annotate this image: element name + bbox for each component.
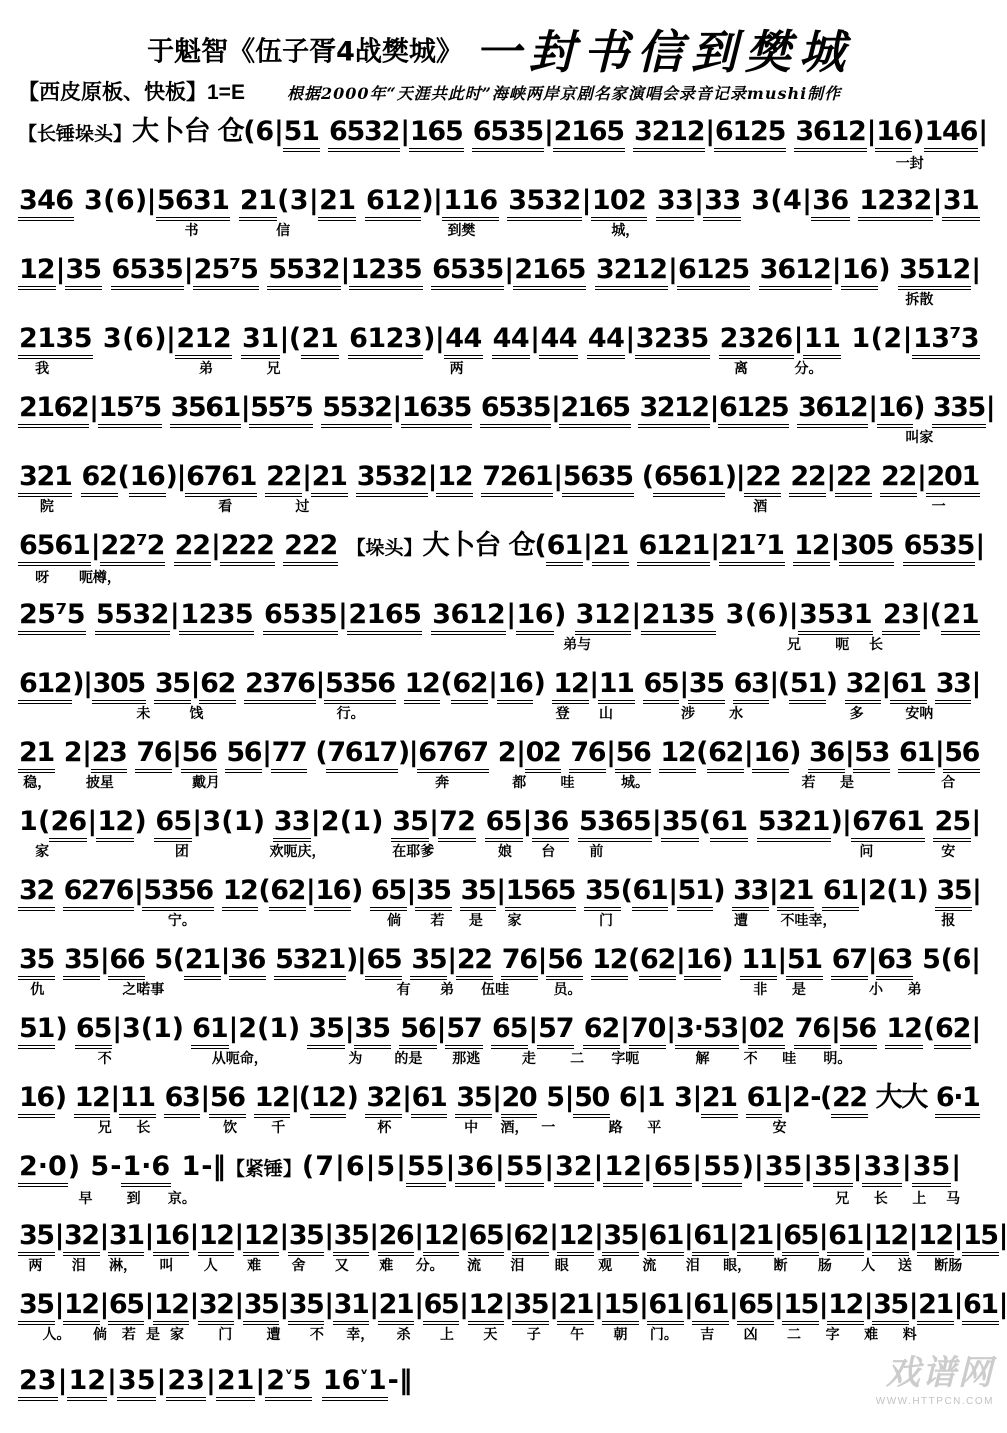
- lyric-syllable: 哇: [560, 774, 575, 790]
- lyric-syllable: 肠: [817, 1257, 832, 1273]
- page-title: 一封书信到樊城: [474, 25, 853, 79]
- lyric-syllable: 路: [608, 1119, 623, 1135]
- lyric-syllable: 山: [599, 705, 614, 721]
- lyric-syllable: 是: [145, 1326, 160, 1342]
- lyric-syllable: 是: [840, 774, 855, 790]
- lyric-syllable: 眼，: [723, 1257, 752, 1273]
- performer-byline: 于魁智《伍子胥4战樊城》: [147, 36, 463, 68]
- lyric-syllable: 欢呃庆，: [269, 843, 326, 859]
- lyric-syllable: 若: [121, 1326, 136, 1342]
- music-line: [18, 179, 982, 248]
- lyric-syllable: 家: [507, 912, 522, 928]
- notation-row: 35 35|66 5(21|36 5321)|65 35|22 76|56 12(62|16) 11|51 67|63 5(6|: [18, 938, 982, 982]
- lyric-syllable: 不哇幸，: [780, 912, 837, 928]
- lyric-syllable: 倘: [92, 1326, 107, 1342]
- lyric-syllable: 人: [861, 1257, 876, 1273]
- lyric-syllable: 之喏事: [122, 981, 165, 997]
- music-line: [18, 110, 987, 179]
- music-line: [18, 662, 982, 731]
- lyric-syllable: 难: [864, 1326, 879, 1342]
- lyric-syllable: 伍哇: [481, 981, 510, 997]
- lyrics-row: [18, 982, 982, 1004]
- lyric-syllable: 安: [772, 1119, 787, 1135]
- notation-row: 1(26|12) 65|3(1) 33|2(1) 35|72 65|36 5365|35(61 5321)|6761 25|: [18, 800, 982, 844]
- percussion-tag: 【垛头】: [346, 537, 423, 559]
- lyric-syllable: 员。: [553, 981, 582, 997]
- lyric-syllable: 饮: [223, 1119, 238, 1135]
- music-line: [18, 731, 982, 800]
- notation-row: 51) 65|3(1) 61|2(1) 35|35 56|57 65|57 62|70|3·53|02 76|56 12(62|: [18, 1007, 982, 1051]
- music-line: [18, 1214, 1007, 1283]
- lyric-syllable: 人。: [42, 1326, 71, 1342]
- notation-row: 12|35 6535|25⁷5 5532|1235 6535|2165 3212|6125 3612|16) 3512|: [18, 248, 982, 292]
- notation-row: 35|32|31|16|12|12|35|35|26|12|65|62|12|35|61|61|21|65|61|12|12|15|: [18, 1214, 982, 1258]
- lyric-syllable: 不: [743, 1050, 758, 1066]
- lyric-syllable: 二: [787, 1326, 802, 1342]
- lyric-syllable: 到樊: [447, 222, 476, 238]
- lyrics-row: [18, 430, 982, 452]
- lyric-syllable: 舍: [291, 1257, 306, 1273]
- lyric-syllable: 叫家: [905, 429, 934, 445]
- watermark-logo: 戏谱网: [886, 1354, 994, 1392]
- lyric-syllable: 杀: [396, 1326, 411, 1342]
- lyric-syllable: 字呃: [611, 1050, 640, 1066]
- notation-row: 2162|15⁷5 3561|55⁷5 5532|1635 6535|2165 3212|6125 3612|16) 335|: [18, 386, 982, 430]
- lyric-syllable: 登: [555, 705, 570, 721]
- lyric-syllable: 看: [218, 498, 233, 514]
- lyric-syllable: 平: [647, 1119, 662, 1135]
- lyrics-row: [18, 637, 982, 659]
- lyric-syllable: 解: [695, 1050, 710, 1066]
- lyric-syllable: 泪: [71, 1257, 86, 1273]
- lyric-syllable: 饯: [189, 705, 204, 721]
- lyric-syllable: 宁。: [167, 912, 196, 928]
- lyric-syllable: 为: [348, 1050, 363, 1066]
- lyric-syllable: 家: [35, 843, 50, 859]
- lyric-syllable: 断: [773, 1257, 788, 1273]
- lyric-syllable: 合: [941, 774, 956, 790]
- lyric-syllable: 长: [868, 636, 883, 652]
- lyrics-row: [18, 913, 982, 935]
- music-line: [18, 593, 982, 662]
- lyric-syllable: 的是: [394, 1050, 423, 1066]
- lyrics-row: [18, 156, 982, 178]
- lyric-syllable: 拆散: [905, 291, 934, 307]
- lyric-syllable: 门。: [649, 1326, 678, 1342]
- lyrics-row: [18, 775, 982, 797]
- meta-bar: [18, 76, 982, 102]
- lyric-syllable: 信: [276, 222, 291, 238]
- lyric-syllable: 断肠: [934, 1257, 963, 1273]
- lyric-syllable: 眼: [554, 1257, 569, 1273]
- notation-row: 321 62(16)|6761 22|21 3532|12 7261|5635 (6561)|22 22|22 22|201: [18, 455, 982, 499]
- lyric-syllable: 呃樽，: [78, 569, 121, 585]
- lyric-syllable: 那逃: [452, 1050, 481, 1066]
- music-line: [18, 1145, 982, 1214]
- lyric-syllable: 仇: [30, 981, 45, 997]
- lyric-syllable: 一封: [895, 155, 924, 171]
- source-note: 根据2000年“天涯共此时”海峡两岸京剧名家演唱会录音记录mushi制作: [286, 84, 842, 103]
- notation-row: 6561|22⁷2 22|222 222 【垛头】大卜台 仓(61|21 6121|21⁷1 12|305 6535|: [18, 524, 982, 570]
- lyric-syllable: 上: [439, 1326, 454, 1342]
- lyric-syllable: 从呃命，: [211, 1050, 268, 1066]
- lyric-syllable: 若: [430, 912, 445, 928]
- lyrics-row: [18, 1191, 982, 1213]
- lyric-syllable: 泪: [510, 1257, 525, 1273]
- lyric-syllable: 呀: [35, 569, 50, 585]
- lyric-syllable: 城，: [611, 222, 640, 238]
- lyric-syllable: 门: [599, 912, 614, 928]
- percussion-tag: 【长锤垛头】: [18, 123, 133, 145]
- lyric-syllable: 呃: [835, 636, 850, 652]
- lyrics-row: [18, 1327, 982, 1349]
- lyric-syllable: 上: [912, 1190, 927, 1206]
- lyric-syllable: 到: [126, 1190, 141, 1206]
- lyrics-row: [18, 1403, 982, 1425]
- notation-row: 346 3(6)|5631 21(3|21 612)|116 3532|102 33|33 3(4|36 1232|31: [18, 179, 982, 223]
- lyric-syllable: 字: [825, 1326, 840, 1342]
- score-body: [18, 110, 1007, 1421]
- music-line: [18, 524, 985, 593]
- notation-row: $23|12|35|23|21|2^ᵛ5$ $16^ᵛ1-‖$: [18, 1352, 982, 1403]
- lyric-syllable: 千: [271, 1119, 286, 1135]
- lyric-syllable: 人: [203, 1257, 218, 1273]
- lyric-syllable: 酒，: [500, 1119, 529, 1135]
- lyric-syllable: 送: [897, 1257, 912, 1273]
- lyric-syllable: 离: [734, 360, 748, 376]
- lyric-syllable: 两: [449, 360, 464, 376]
- notation-row: 21 2|23 76|56 56|77 (7617)|6767 2|02 76|56 12(62|16) 36|53 61|56: [18, 731, 982, 775]
- lyric-syllable: 书: [184, 222, 199, 238]
- lyric-syllable: 行。: [336, 705, 365, 721]
- lyric-syllable: 安呐: [905, 705, 934, 721]
- music-line: [18, 938, 982, 1007]
- lyric-syllable: 弟: [907, 981, 922, 997]
- notation-row: 35|12|65|12|32|35|35|31|21|65|12|35|21|15|61|61|65|15|12|35|21|61|: [18, 1283, 982, 1327]
- lyric-syllable: 前: [589, 843, 604, 859]
- lyric-syllable: 非: [753, 981, 768, 997]
- music-line: [18, 1283, 1007, 1352]
- lyric-syllable: 明。: [823, 1050, 852, 1066]
- lyric-syllable: 报: [941, 912, 956, 928]
- notation-row: 2135 3(6)|212 31|(21 6123)|44 44|44 44|3235 2326|11 1(2|13⁷3: [18, 317, 982, 361]
- lyric-syllable: 安: [941, 843, 956, 859]
- lyric-syllable: 团: [174, 843, 189, 859]
- lyric-syllable: 都: [512, 774, 527, 790]
- lyrics-row: [18, 1051, 982, 1073]
- lyric-syllable: 台: [541, 843, 556, 859]
- lyric-syllable: 遭: [734, 912, 748, 928]
- lyric-syllable: 朝: [613, 1326, 628, 1342]
- lyrics-row: [18, 570, 982, 592]
- lyric-syllable: 泪: [685, 1257, 700, 1273]
- lyric-syllable: 淋，: [109, 1257, 138, 1273]
- lyric-syllable: 稳，: [23, 774, 52, 790]
- lyric-syllable: 是: [468, 912, 483, 928]
- lyric-syllable: 家: [170, 1326, 185, 1342]
- lyric-syllable: 在耶爹: [392, 843, 435, 859]
- lyric-syllable: 弟: [439, 981, 454, 997]
- lyric-syllable: 料: [902, 1326, 917, 1342]
- lyrics-row: [18, 361, 982, 383]
- lyric-syllable: 走: [521, 1050, 536, 1066]
- lyric-syllable: 披星: [85, 774, 114, 790]
- lyric-syllable: 兄: [266, 360, 281, 376]
- music-line: [18, 1352, 982, 1421]
- lyric-syllable: 小: [868, 981, 883, 997]
- lyric-syllable: 我: [35, 360, 50, 376]
- lyric-syllable: 凶: [743, 1326, 758, 1342]
- lyric-syllable: 过: [295, 498, 310, 514]
- lyric-syllable: 早: [78, 1190, 93, 1206]
- lyric-syllable: 一: [931, 498, 946, 514]
- lyric-syllable: 分。: [794, 360, 823, 376]
- music-line: [18, 1007, 982, 1076]
- lyric-syllable: 幸，: [346, 1326, 375, 1342]
- lyric-syllable: 院: [39, 498, 54, 514]
- lyric-syllable: 遭: [266, 1326, 281, 1342]
- lyric-syllable: 不: [97, 1050, 112, 1066]
- notation-row: 16) 12|11 63|56 12|(12) 32|61 35|20 5|50 6|1 3|21 61|2-(22 大大 6·1: [18, 1076, 982, 1120]
- music-line: [18, 1076, 982, 1145]
- lyric-syllable: 子: [526, 1326, 541, 1342]
- lyric-syllable: 长: [873, 1190, 888, 1206]
- lyric-syllable: 马: [946, 1190, 961, 1206]
- lyrics-row: [18, 1258, 982, 1280]
- lyrics-row: [18, 499, 982, 521]
- title-bar: [18, 16, 982, 79]
- lyric-syllable: 观: [598, 1257, 613, 1273]
- music-line: [18, 455, 982, 524]
- lyric-syllable: 门: [218, 1326, 233, 1342]
- percussion-tag: 【紧锤】: [225, 1158, 302, 1180]
- lyric-syllable: 长: [136, 1119, 151, 1135]
- lyric-syllable: 杯: [377, 1119, 392, 1135]
- lyric-syllable: 弟: [198, 360, 213, 376]
- lyric-syllable: 兄: [787, 636, 802, 652]
- lyric-syllable: 水: [729, 705, 744, 721]
- lyric-syllable: 若: [801, 774, 816, 790]
- lyric-syllable: 是: [791, 981, 806, 997]
- lyric-syllable: 分。: [415, 1257, 444, 1273]
- lyric-syllable: 流: [466, 1257, 481, 1273]
- lyric-syllable: 酒: [753, 498, 768, 514]
- lyric-syllable: 哇: [782, 1050, 797, 1066]
- lyric-syllable: 戴月: [191, 774, 220, 790]
- notation-row: 2·0) 5-1·6 1-‖【紧锤】(7|6|5|55|36|55|32|12|65|55)|35|35|33|35|: [18, 1145, 982, 1191]
- lyric-syllable: 娘: [497, 843, 512, 859]
- lyric-syllable: 弟与: [563, 636, 592, 652]
- lyric-syllable: 兄: [835, 1190, 850, 1206]
- lyric-syllable: 奔: [435, 774, 450, 790]
- lyric-syllable: 难: [247, 1257, 262, 1273]
- lyric-syllable: 吉: [700, 1326, 715, 1342]
- lyrics-row: [18, 1120, 982, 1142]
- lyric-syllable: 二: [570, 1050, 585, 1066]
- lyrics-row: [18, 706, 982, 728]
- lyric-syllable: 难: [379, 1257, 394, 1273]
- lyrics-row: [18, 292, 982, 314]
- lyric-syllable: 涉: [680, 705, 695, 721]
- lyric-syllable: 有: [396, 981, 411, 997]
- notation-row: 32 6276|5356 12(62|16) 65|35 35|1565 35(61|51) 33|21 61|2(1) 35|: [18, 869, 982, 913]
- notation-row: 【长锤垛头】大卜台 仓(6|51 6532|165 6535|2165 3212|6125 3612|16)146|: [18, 110, 982, 156]
- mode-key-label: 【西皮原板、快板】1=E: [18, 81, 245, 104]
- music-line: [18, 386, 995, 455]
- lyric-syllable: 不: [309, 1326, 324, 1342]
- lyric-syllable: 未: [136, 705, 151, 721]
- lyric-syllable: 一: [541, 1119, 556, 1135]
- music-line: [18, 317, 982, 386]
- notation-row: 612)|305 35|62 2376|5356 12(62|16) 12|11 65|35 63|(51) 32|61 33|: [18, 662, 982, 706]
- lyric-syllable: 多: [849, 705, 864, 721]
- lyrics-row: [18, 844, 982, 866]
- lyric-syllable: 京。: [167, 1190, 196, 1206]
- lyric-syllable: 兄: [97, 1119, 112, 1135]
- lyric-syllable: 叫: [159, 1257, 174, 1273]
- notation-row: 25⁷5 5532|1235 6535|2165 3612|16) 312|2135 3(6)|3531 23|(21: [18, 593, 982, 637]
- watermark-site-url: WWW.HTTPCN.COM: [875, 1396, 994, 1407]
- lyric-syllable: 问: [859, 843, 874, 859]
- lyric-syllable: 午: [570, 1326, 585, 1342]
- lyric-syllable: 城。: [620, 774, 649, 790]
- lyric-syllable: 两: [28, 1257, 43, 1273]
- music-line: [18, 869, 982, 938]
- lyric-syllable: 流: [642, 1257, 657, 1273]
- lyrics-row: [18, 223, 982, 245]
- lyric-syllable: 又: [334, 1257, 349, 1273]
- music-line: [18, 800, 982, 869]
- lyric-syllable: 中: [464, 1119, 479, 1135]
- lyric-syllable: 倘: [386, 912, 401, 928]
- lyric-syllable: 天: [483, 1326, 498, 1342]
- music-line: [18, 248, 982, 317]
